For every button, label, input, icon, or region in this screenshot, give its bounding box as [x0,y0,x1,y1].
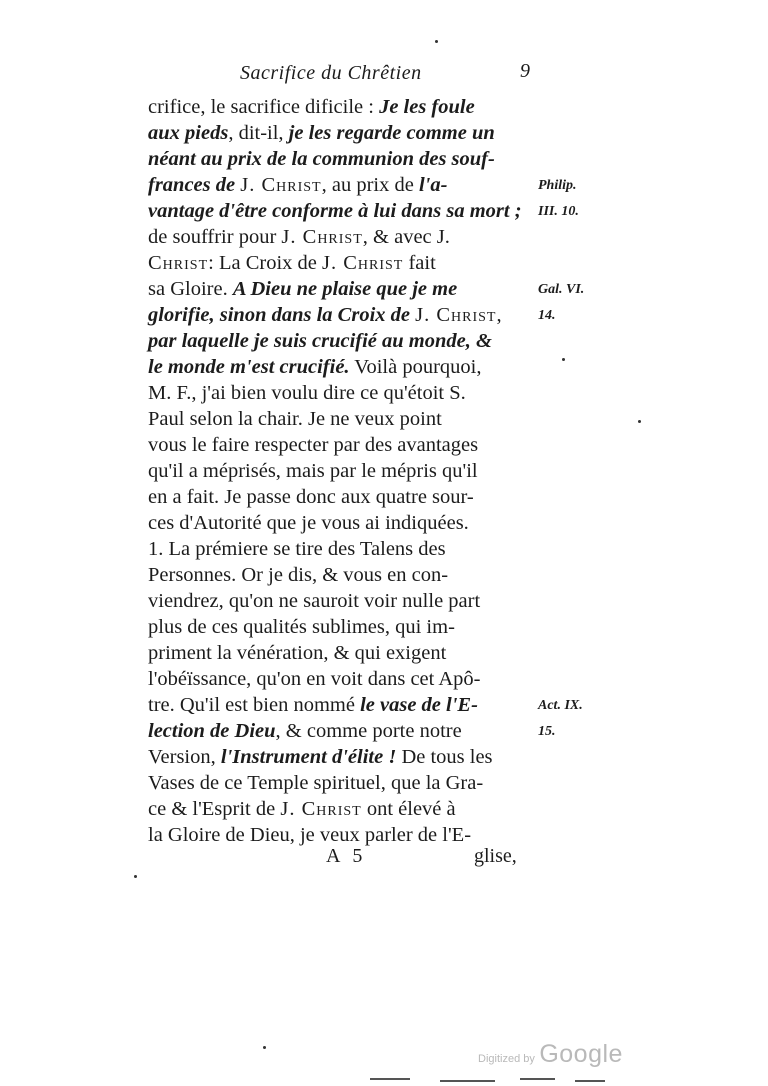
text-run: J. Christ [280,798,362,820]
text-run: Version, [148,746,221,768]
text-run: 1. La prémiere se tire des Talens des [148,538,446,560]
text-run: glorifie, sinon dans la Croix de [148,304,416,326]
text-line [148,146,495,172]
ink-speck [263,1046,266,1049]
ink-speck [638,420,641,423]
text-run: , [496,304,502,326]
text-run: par laquelle je suis crucifié au monde, & [148,330,492,352]
text-run: ce & l'Esprit de [148,798,281,820]
text-run: priment la vénération, & qui exigent [148,642,447,664]
text-run: Paul selon la chair. Je ne veux point [148,408,442,430]
text-run: M. F., j'ai bien voulu dire ce qu'étoit S. [148,382,466,404]
text-line [148,120,495,146]
text-run: , & avec J. [362,226,450,248]
text-run: fait [403,252,436,274]
text-line [148,354,481,380]
text-run: sa Gloire. [148,278,233,300]
text-line [148,510,469,536]
text-run: frances de [148,174,241,196]
text-line [148,692,478,718]
margin-note: Act. IX. [538,698,583,713]
text-run: le vase de l'E- [360,694,478,716]
signature-mark: A 5 [326,845,367,867]
text-line [148,172,447,198]
text-line [148,588,480,614]
text-run: ces d'Autorité que je vous ai indiquées. [148,512,469,534]
text-run: viendrez, qu'on ne sauroit voir nulle part [148,590,481,612]
text-line [148,458,478,484]
text-run: tre. Qu'il est bien nommé [148,694,361,716]
text-run: aux pieds [148,122,229,144]
text-run: Je les foule [379,96,475,118]
text-line [148,718,462,744]
text-line [148,562,448,588]
text-run: le monde m'est crucifié. [148,356,350,378]
text-line [148,380,466,406]
text-run: J. Christ [281,226,363,248]
text-line [148,198,522,224]
watermark-brand: Google [539,1040,623,1068]
text-line [148,666,480,692]
text-line [148,770,483,796]
text-run: l'a- [418,174,448,196]
running-title: Sacrifice du Chrêtien [240,62,422,84]
margin-note: Gal. VI. [538,282,585,297]
text-run: plus de ces qualités sublimes, qui im- [148,616,455,638]
text-run: néant au prix de la communion des souf- [148,148,495,170]
text-run: : La Croix de [208,252,322,274]
text-run: J. Christ [240,174,322,196]
text-line [148,328,492,354]
catchword: glise, [474,845,517,867]
digitized-watermark [478,1040,623,1069]
watermark-prefix: Digitized by [478,1053,535,1065]
ink-speck [435,40,438,43]
text-line [148,744,493,770]
text-line [148,484,474,510]
text-line [148,224,450,250]
text-run: la Gloire de Dieu, je veux parler de l'E- [148,824,472,846]
text-line [148,822,471,848]
text-line [148,94,475,120]
text-line [148,250,436,276]
margin-note: 15. [538,724,556,739]
ink-speck [134,875,137,878]
margin-note: Philip. [538,178,577,193]
text-run: l'obéïssance, qu'on en voit dans cet Apô- [148,668,481,690]
scan-mark [370,1078,410,1080]
text-run: J. Christ [322,252,404,274]
text-run: ont élevé à [361,798,456,820]
text-line [148,432,478,458]
text-run: , & comme porte notre [275,720,462,742]
text-run: , au prix de [321,174,419,196]
text-line [148,406,442,432]
text-run: en a fait. Je passe donc aux quatre sour- [148,486,474,508]
text-line [148,302,502,328]
text-run: Christ [148,252,209,274]
margin-note: 14. [538,308,556,323]
text-run: je les regarde comme un [288,122,495,144]
text-run: qu'il a méprisés, mais par le mépris qu'il [148,460,478,482]
margin-note: III. 10. [538,204,579,219]
text-run: lection de Dieu [148,720,276,742]
page-number: 9 [520,60,530,82]
scan-mark [520,1078,555,1080]
text-line [148,536,446,562]
text-run: A Dieu ne plaise que je me [232,278,458,300]
scan-mark [575,1080,605,1082]
text-run: , dit-il, [228,122,289,144]
text-run: vantage d'être conforme à lui dans sa mort ; [148,200,522,222]
text-run: vous le faire respecter par des avantages [148,434,479,456]
scan-mark [440,1080,495,1082]
ink-speck [562,358,565,361]
text-line [148,640,446,666]
text-run: de souffrir pour [148,226,282,248]
text-run: Voilà pourquoi, [349,356,482,378]
text-run: De tous les [396,746,493,768]
text-line [148,796,456,822]
text-run: Personnes. Or je dis, & vous en con- [148,564,449,586]
text-run: l'Instrument d'élite ! [220,746,397,768]
text-run: crifice, le sacrifice dificile : [148,96,380,118]
text-run: J. Christ [415,304,497,326]
text-run: Vases de ce Temple spirituel, que la Gra- [148,772,484,794]
text-line [148,276,457,302]
text-line [148,614,455,640]
